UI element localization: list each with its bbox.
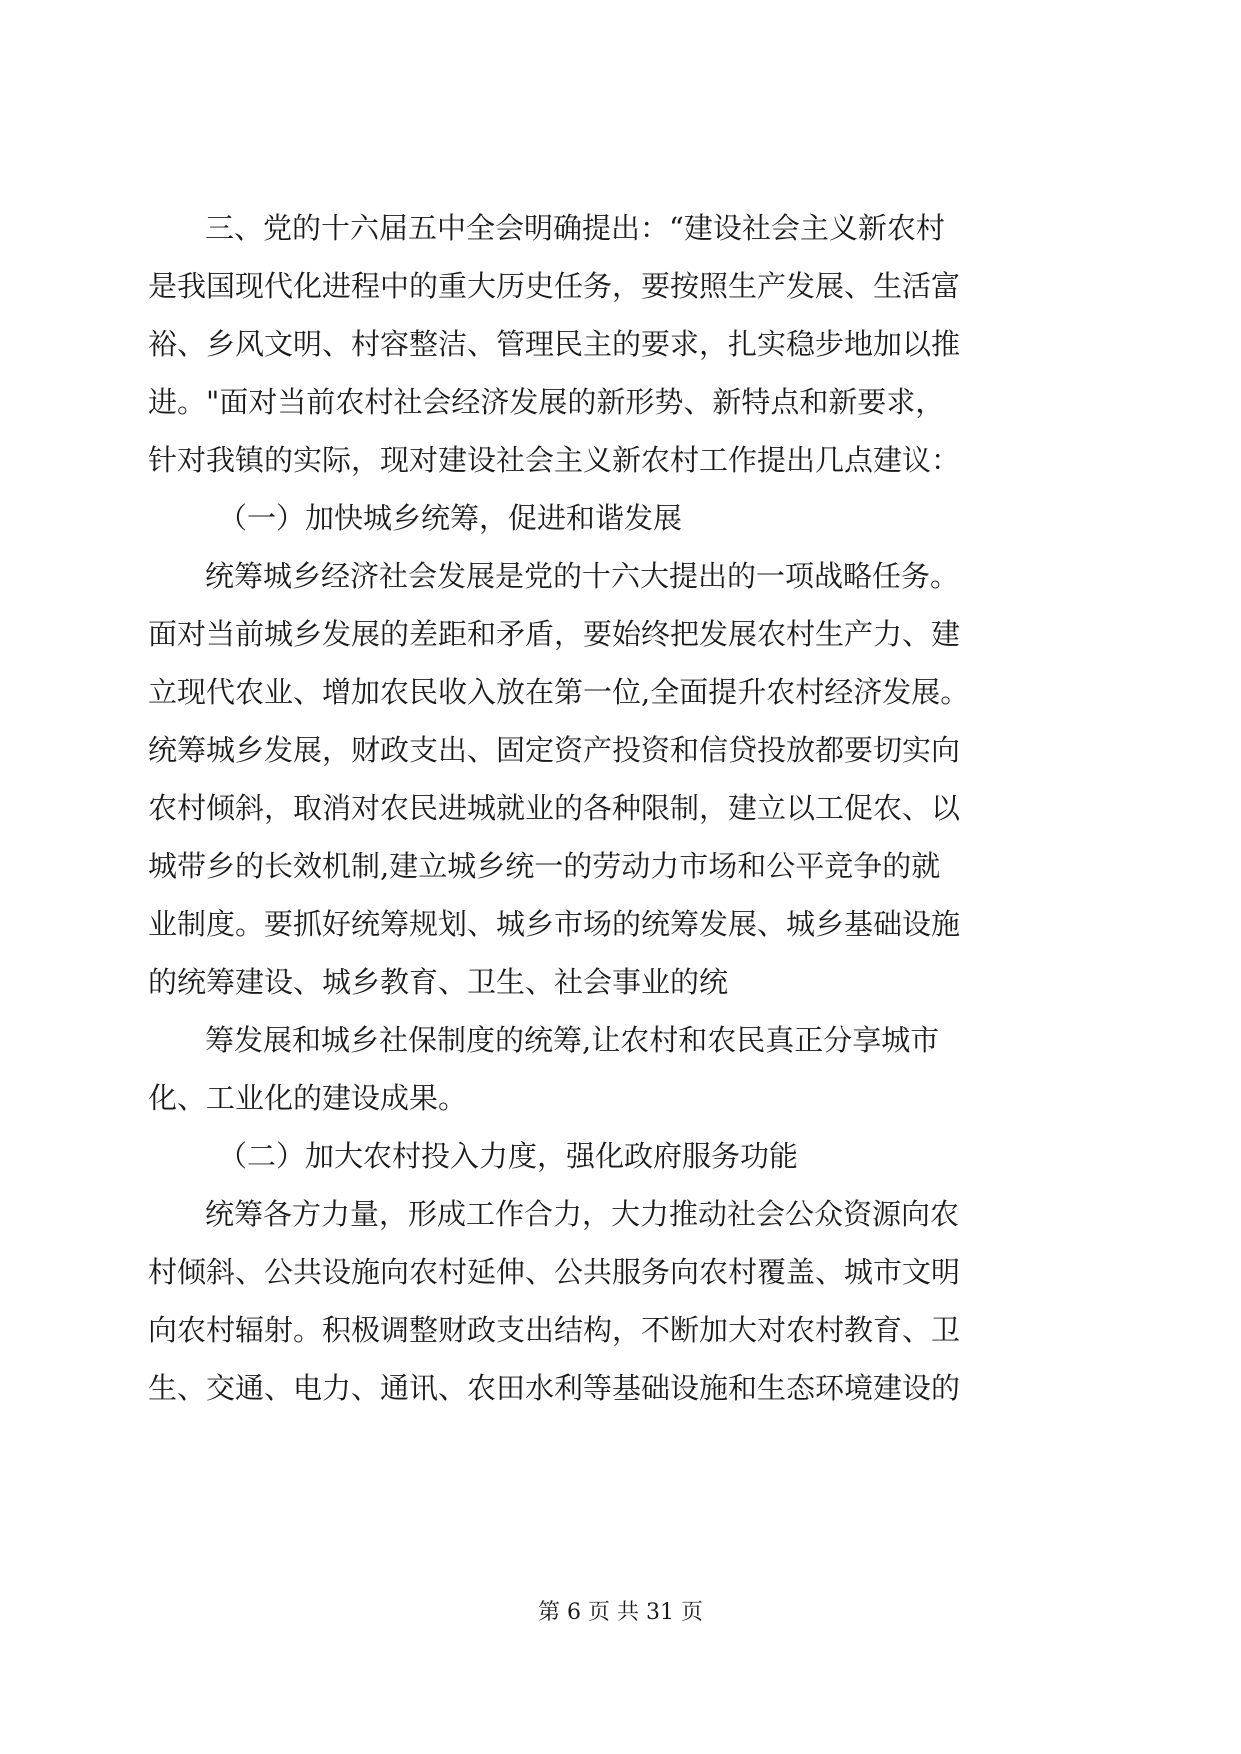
text-line: 农村倾斜，取消对农民进城就业的各种限制，建立以工促农、以 [148, 791, 961, 825]
text-line: 村倾斜、公共设施向农村延伸、公共服务向农村覆盖、城市文明 [148, 1255, 961, 1289]
text-line: 统筹城乡经济社会发展是党的十六大提出的一项战略任务。 [205, 559, 960, 593]
text-line: 向农村辐射。积极调整财政支出结构，不断加大对农村教育、卫 [148, 1313, 961, 1347]
text-line: 化、工业化的建设成果。 [148, 1081, 468, 1115]
text-line: 是我国现代化进程中的重大历史任务，要按照生产发展、生活富 [148, 269, 961, 303]
text-line: 的统筹建设、城乡教育、卫生、社会事业的统 [148, 965, 729, 999]
text-line: 三、党的十六届五中全会明确提出：“建设社会主义新农村 [205, 211, 945, 245]
text-line: 针对我镇的实际，现对建设社会主义新农村工作提出几点建议： [148, 443, 961, 477]
text-line: 进。"面对当前农村社会经济发展的新形势、新特点和新要求， [148, 385, 945, 419]
text-line: 裕、乡风文明、村容整洁、管理民主的要求，扎实稳步地加以推 [148, 327, 961, 361]
section-heading: （一）加快城乡统筹，促进和谐发展 [218, 501, 683, 535]
text-line: 统筹城乡发展，财政支出、固定资产投资和信贷投放都要切实向 [148, 733, 961, 767]
text-line: 业制度。要抓好统筹规划、城乡市场的统筹发展、城乡基础设施 [148, 907, 961, 941]
text-line: 生、交通、电力、通讯、农田水利等基础设施和生态环境建设的 [148, 1371, 961, 1405]
text-line: 立现代农业、增加农民收入放在第一位,全面提升农村经济发展。 [148, 675, 970, 709]
section-heading: （二）加大农村投入力度，强化政府服务功能 [218, 1139, 799, 1173]
text-line: 统筹各方力量，形成工作合力，大力推动社会公众资源向农 [205, 1197, 960, 1231]
text-line: 面对当前城乡发展的差距和矛盾，要始终把发展农村生产力、建 [148, 617, 961, 651]
text-line: 筹发展和城乡社保制度的统筹,让农村和农民真正分享城市 [205, 1023, 940, 1057]
page-number: 第 6 页 共 31 页 [538, 1600, 703, 1625]
text-line: 城带乡的长效机制,建立城乡统一的劳动力市场和公平竞争的就 [148, 849, 941, 883]
